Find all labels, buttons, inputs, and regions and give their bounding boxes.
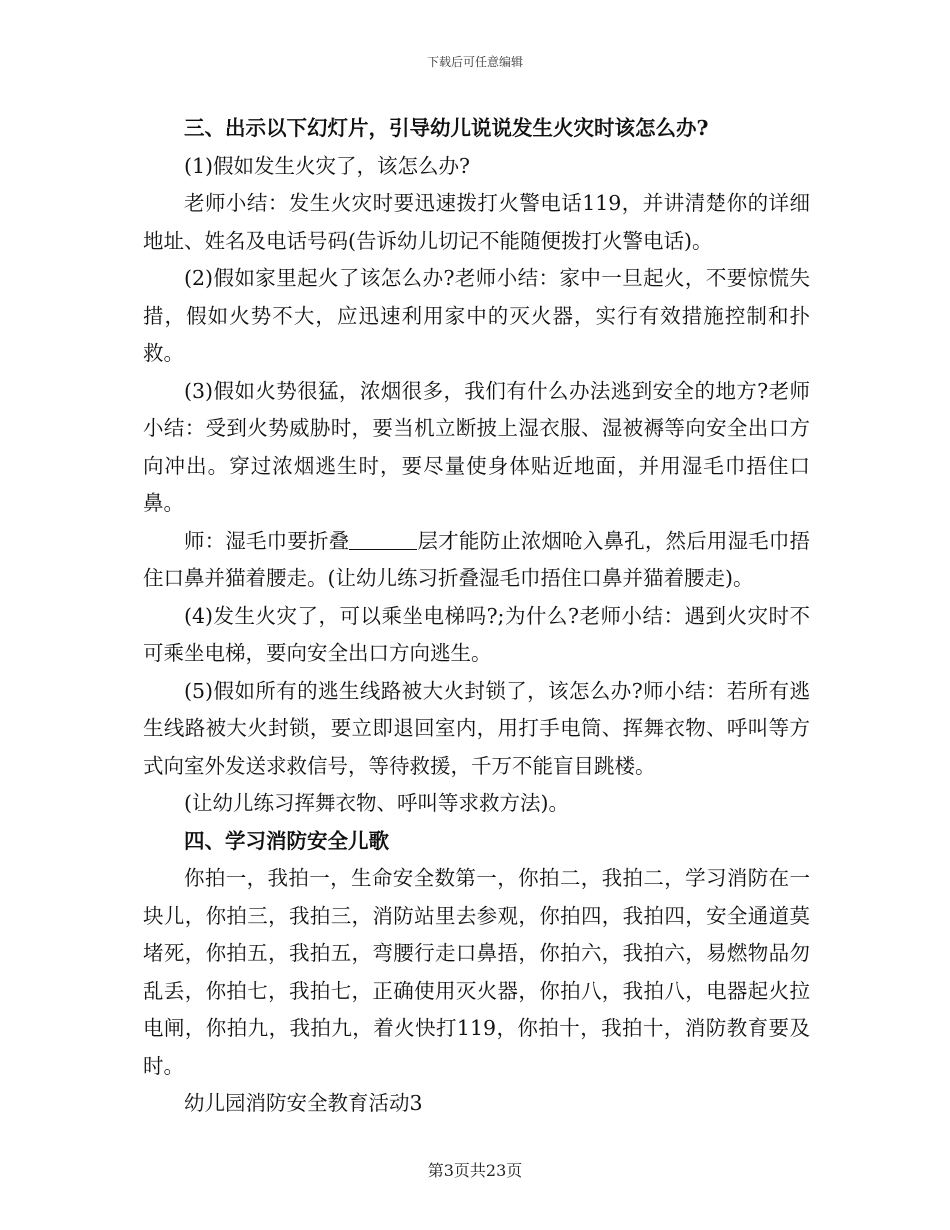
teacher-instruction (143, 523, 810, 598)
teacher-instruction-end: 层才能防止浓烟呛入鼻孔，然后用湿毛巾捂住口鼻并猫着腰走。(让幼儿练习折叠湿毛巾捂住口鼻并猫着腰走)。 (143, 528, 811, 590)
section-4-heading: 四、学习消防安全儿歌 (184, 828, 389, 853)
page-header: 下载后可任意编辑 (426, 55, 523, 69)
fill-blank (349, 528, 417, 550)
fire-safety-rhyme: 你拍一，我拍一，生命安全数第一，你拍二，我拍二，学习消防在一块儿，你拍三，我拍三，消防站里去参观，你拍四，我拍四，安全通道莫堵死，你拍五，我拍五，弯腰行走口鼻捂，你拍六，我拍六，易燃物品勿乱丢，你拍七，我拍七，正确使用灭火器，你拍八，我拍八，电器起火拉电闸，你拍九，我拍九，着火快打119，你拍十，我拍十，消防教育要及时。 (143, 866, 810, 1078)
next-activity-title: 幼儿园消防安全教育活动3 (184, 1091, 423, 1115)
question-1: (1)假如发生火灾了，该怎么办? (184, 153, 471, 178)
question-5-practice: (让幼儿练习挥舞衣物、呼叫等求救方法)。 (184, 791, 569, 815)
section-3-heading: 三、出示以下幻灯片，引导幼儿说说发生火灾时该怎么办? (184, 116, 709, 140)
document-body (143, 110, 810, 1123)
teacher-instruction-start: 师：湿毛巾要折叠 (184, 528, 350, 553)
question-5: (5)假如所有的逃生线路被大火封锁了，该怎么办?师小结：若所有逃生线路被大火封锁，要立即退回室内，用打手电筒、挥舞衣物、呼叫等方式向室外发送求救信号，等待救援，千万不能盲目跳楼。 (143, 678, 810, 778)
question-4: (4)发生火灾了，可以乘坐电梯吗?;为什么?老师小结：遇到火灾时不可乘坐电梯，要向安全出口方向逃生。 (143, 603, 810, 665)
page-footer: 第3页共23页 (427, 1161, 523, 1180)
question-2: (2)假如家里起火了该怎么办?老师小结：家中一旦起火，不要惊慌失措，假如火势不大，应迅速利用家中的灭火器，实行有效措施控制和扑救。 (143, 266, 810, 365)
question-3: (3)假如火势很猛，浓烟很多，我们有什么办法逃到安全的地方?老师小结：受到火势威胁时，要当机立断披上湿衣服、湿被褥等向安全出口方向冲出。穿过浓烟逃生时，要尽量使身体贴近地面，并用湿毛巾捂住口鼻。 (143, 378, 810, 515)
question-1-summary: 老师小结：发生火灾时要迅速拨打火警电话119，并讲清楚你的详细地址、姓名及电话号码(告诉幼儿切记不能随便拨打火警电话)。 (143, 191, 810, 253)
